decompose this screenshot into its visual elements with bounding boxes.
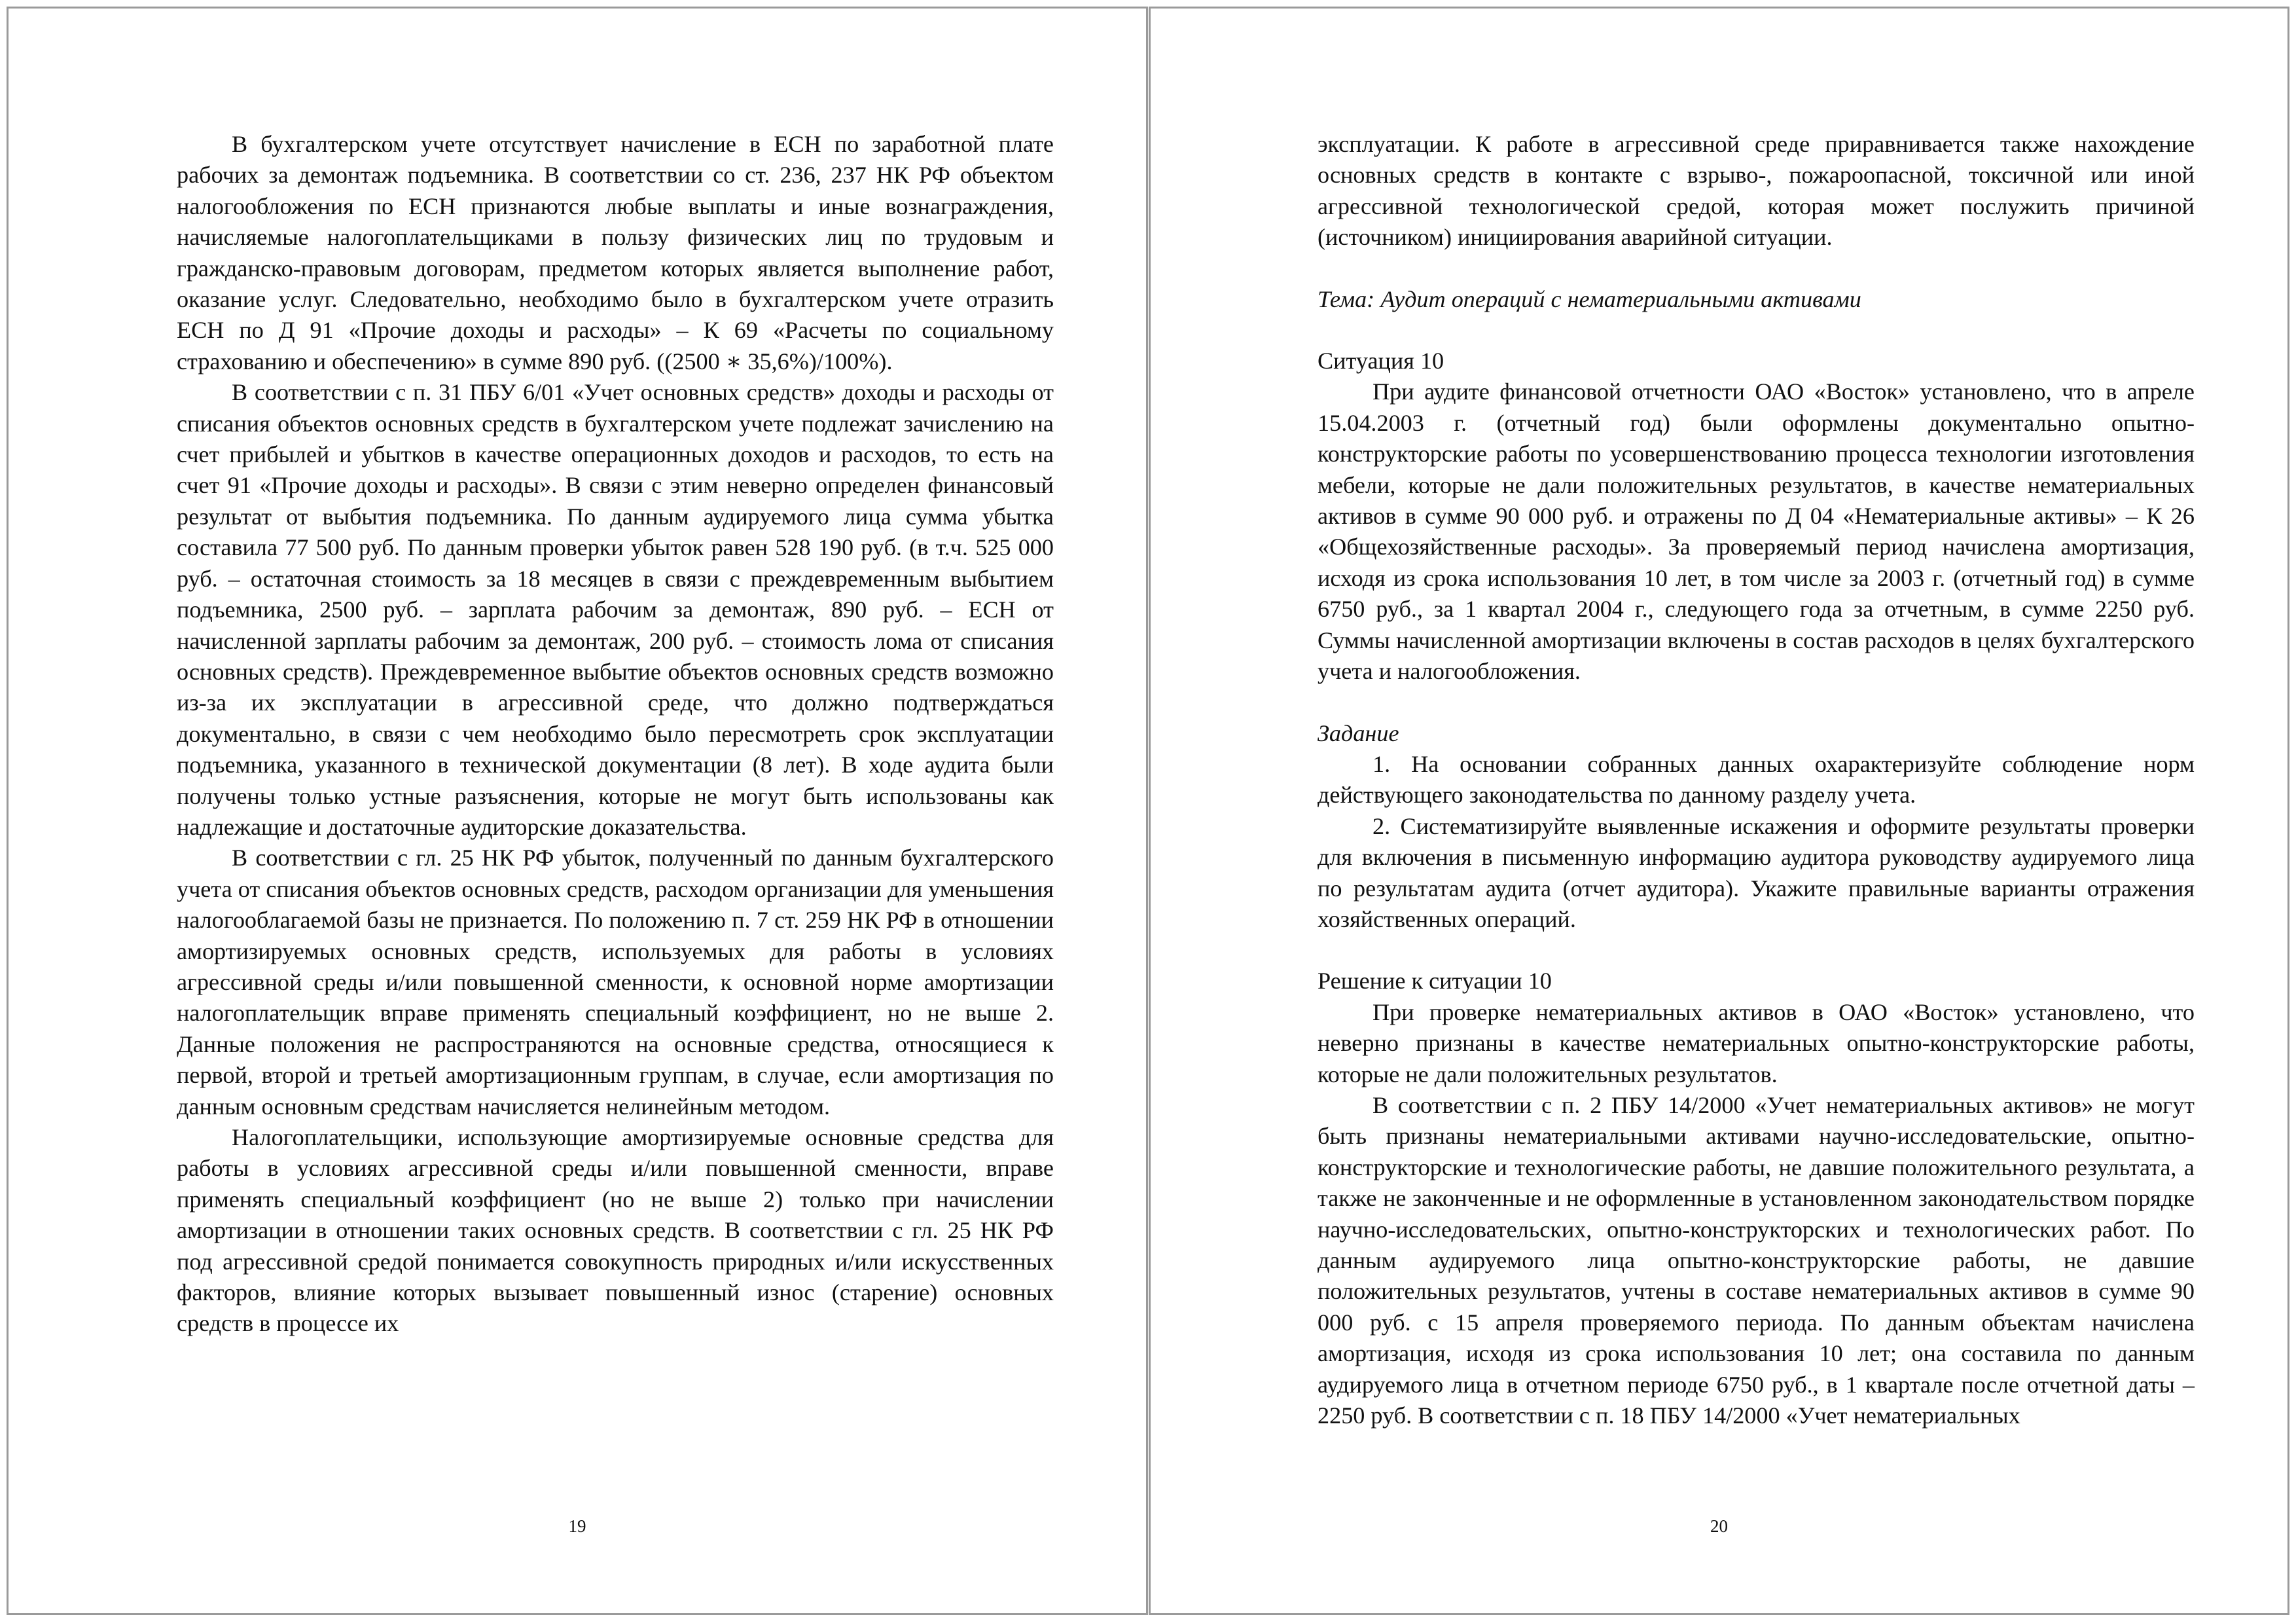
paragraph: В бухгалтерском учете отсутствует начисление в ЕСН по заработной плате рабочих за демонтаж подъемника. В соответствии со ст. 236, 237 НК РФ объектом налогообложения по ЕСН признаются любые выплаты и иные вознаграждения, начисляемые налогоплательщиками в пользу физических лиц по трудовым и гражданско-правовым договорам, предметом которых является выполнение работ, оказание услуг. Следовательно, необходимо было в бухгалтерском учете отразить ЕСН по Д 91 «Прочие доходы и расходы» – К 69 «Расчеты по социальному страхованию и обеспечению» в сумме 890 руб. ((2500 ∗ 35,6%)/100%).: [177, 131, 1054, 374]
solution-paragraph: При проверке нематериальных активов в ОАО «Восток» установлено, что неверно признаны в качестве нематериальных опытно-конструкторские работы, которые не дали положительных результатов.: [1318, 998, 2195, 1087]
continuation-paragraph: эксплуатации. К работе в агрессивной среде приравнивается также нахождение основных средств в контакте с взрыво-, пожароопасной, токсичной или иной агрессивной технологической средой, которая может послужить причиной (источником) инициирования аварийной ситуации.: [1318, 131, 2195, 251]
task-item: 2. Систематизируйте выявленные искажения и оформите результаты проверки для включения в письменную информацию аудитора руководству аудируемого лица по результатам аудита (отчет аудитора). Укажите правильные варианты отражения хозяйственных операций.: [1318, 812, 2195, 932]
page-number: 20: [1710, 1516, 1728, 1536]
left-page-text: [177, 129, 1054, 1340]
task-heading: Задание: [1318, 720, 1399, 746]
left-page: [7, 7, 1148, 1615]
right-page: [1149, 7, 2289, 1615]
spacer: [1318, 253, 2195, 284]
spacer: [1318, 935, 2195, 966]
spacer: [1318, 687, 2195, 718]
solution-heading: Решение к ситуации 10: [1318, 968, 1552, 994]
paragraph: В соответствии с п. 31 ПБУ 6/01 «Учет основных средств» доходы и расходы от списания объектов основных средств в бухгалтерском учете подлежат зачислению на счет прибылей и убытков в качестве операционных доходов и расходов, то есть на счет 91 «Прочие доходы и расходы». В связи с этим неверно определен финансовый результат от выбытия подъемника. По данным аудируемого лица сумма убытка составила 77 500 руб. По данным проверки убыток равен 528 190 руб. (в т.ч. 525 000 руб. – остаточная стоимость за 18 месяцев в связи с преждевременным выбытием подъемника, 2500 руб. – зарплата рабочим за демонтаж, 890 руб. – ЕСН от начисленной зарплаты рабочим за демонтаж, 200 руб. – стоимость лома от списания основных средств). Преждевременное выбытие объектов основных средств возможно из-за их эксплуатации в агрессивной среде, что должно подтверждаться документально, в связи с чем необходимо было пересмотреть срок эксплуатации подъемника, указанного в технической документации (8 лет). В ходе аудита были получены только устные разъяснения, которые не могут быть использованы как надлежащие и достаточные аудиторские доказательства.: [177, 379, 1054, 840]
right-page-text: [1318, 129, 2195, 1431]
spacer: [1318, 315, 2195, 346]
topic-heading: Тема: Аудит операций с нематериальными активами: [1318, 285, 1861, 312]
situation-heading: Ситуация 10: [1318, 348, 1444, 374]
paragraph: В соответствии с гл. 25 НК РФ убыток, полученный по данным бухгалтерского учета от списания объектов основных средств, расходом организации для уменьшения налогооблагаемой базы не признается. По положению п. 7 ст. 259 НК РФ в отношении амортизируемых основных средств, используемых для работы в условиях агрессивной среды и/или повышенной сменности, к основной норме амортизации налогоплательщик вправе применять специальный коэффициент, но не выше 2. Данные положения не распространяются на основные средства, относящиеся к первой, второй и третьей амортизационным группам, в случае, если амортизация по данным основным средствам начисляется нелинейным методом.: [177, 845, 1054, 1120]
task-item: 1. На основании собранных данных охарактеризуйте соблюдение норм действующего законодательства по данному разделу учета.: [1318, 750, 2195, 809]
page-number: 19: [568, 1516, 586, 1536]
paragraph: Налогоплательщики, использующие амортизируемые основные средства для работы в условиях агрессивной среды и/или повышенной сменности, вправе применять специальный коэффициент (но не выше 2) только при начислении амортизации в отношении таких основных средств. В соответствии с гл. 25 НК РФ под агрессивной средой понимается совокупность природных и/или искусственных факторов, влияние которых вызывает повышенный износ (старение) основных средств в процессе их: [177, 1124, 1054, 1337]
solution-paragraph: В соответствии с п. 2 ПБУ 14/2000 «Учет нематериальных активов» не могут быть признаны нематериальными активами научно-исследовательские, опытно-конструкторские и технологические работы, не давшие положительного результата, а также не законченные и не оформленные в установленном законодательством порядке научно-исследовательских, опытно-конструкторских и технологических работ. По данным аудируемого лица опытно-конструкторские работы, не давшие положительных результатов, учтены в составе нематериальных активов в сумме 90 000 руб. с 15 апреля проверяемого периода. По данным объектам начислена амортизация, исходя из срока использования 10 лет; она составила по данным аудируемого лица в отчетном периоде 6750 руб., в 1 квартале после отчетной даты – 2250 руб. В соответствии с п. 18 ПБУ 14/2000 «Учет нематериальных: [1318, 1091, 2195, 1429]
situation-text: При аудите финансовой отчетности ОАО «Восток» установлено, что в апреле 15.04.2003 г. (отчетный год) были оформлены документально опытно-конструкторские работы по усовершенствованию процесса технологии изготовления мебели, которые не дали положительных результатов, в качестве нематериальных активов в сумме 90 000 руб. и отражены по Д 04 «Нематериальные активы» – К 26 «Общехозяйственные расходы». За проверяемый период начислена амортизация, исходя из срока использования 10 лет, в том числе за 2003 г. (отчетный год) в сумме 6750 руб., за 1 квартал 2004 г., следующего года за отчетным, в сумме 2250 руб. Суммы начисленной амортизации включены в состав расходов в целях бухгалтерского учета и налогообложения.: [1318, 378, 2195, 685]
